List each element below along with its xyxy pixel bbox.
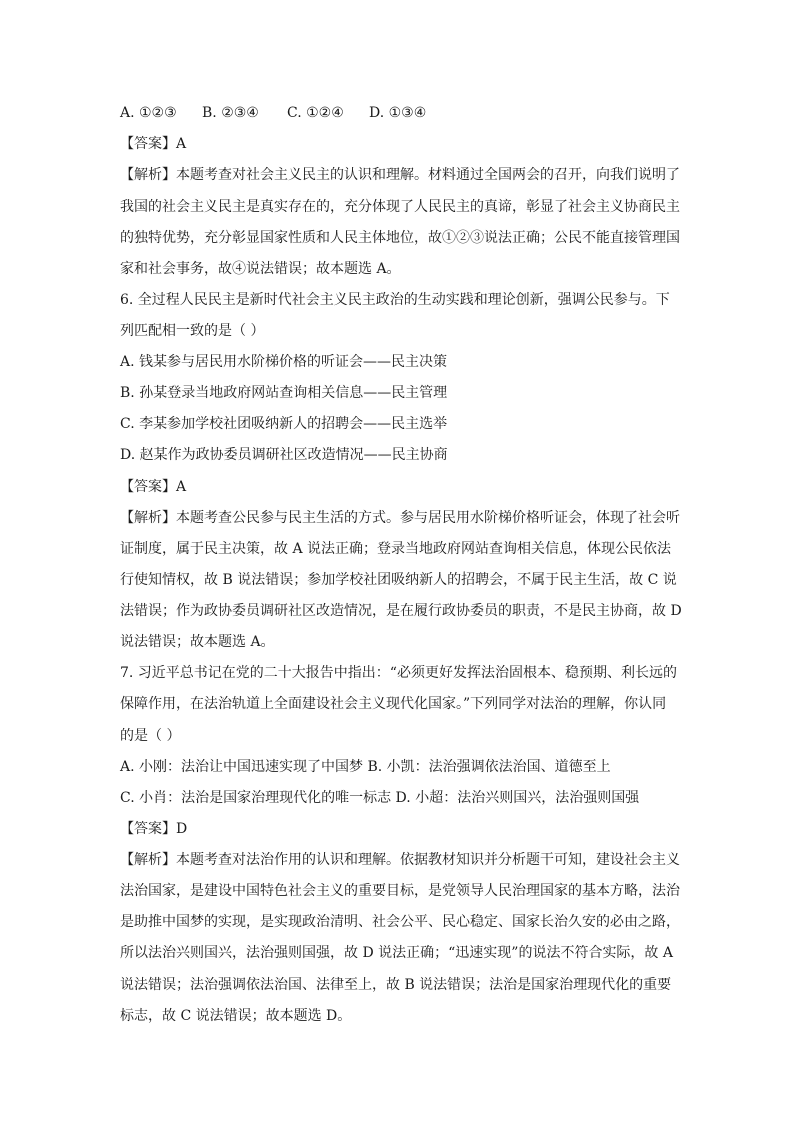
- q6-answer: 【答案】A: [120, 479, 187, 495]
- q5-analysis-line: 的独特优势，充分彰显国家性质和人民主体地位，故①②③说法正确；公民不能直接管理国: [120, 230, 680, 246]
- q6-analysis-line: 法错误；作为政协委员调研社区改造情况，是在履行政协委员的职责，不是民主协商，故 D: [120, 603, 682, 619]
- q7-analysis-line: 所以法治兴则国兴，法治强则国强，故 D 说法正确；“迅速实现”的说法不符合实际，故 A: [120, 945, 673, 961]
- q5-analysis-line: 家和社会事务，故④说法错误；故本题选 A。: [120, 261, 401, 277]
- q5-options: [120, 103, 426, 123]
- q5-option-a: A. ①②③: [120, 105, 177, 121]
- q6-option-a: A. 钱某参与居民用水阶梯价格的听证会——民主决策: [120, 354, 448, 370]
- q6-analysis-line: 说法错误；故本题选 A。: [120, 634, 275, 650]
- q6-stem-line: 6. 全过程人民民主是新时代社会主义民主政治的生动实践和理论创新，强调公民参与。下: [120, 292, 670, 308]
- q7-analysis-line: 说法错误；法治强调依法治国、法律至上，故 B 说法错误；法治是国家治理现代化的重要: [120, 977, 672, 993]
- q6-option-b: B. 孙某登录当地政府网站查询相关信息——民主管理: [120, 385, 448, 401]
- q5-answer: 【答案】A: [120, 136, 187, 152]
- q5-option-c: C. ①②④: [287, 105, 344, 121]
- q6-option-d: D. 赵某作为政协委员调研社区改造情况——民主协商: [120, 447, 448, 463]
- q7-answer: 【答案】D: [120, 821, 188, 837]
- q7-options-ab: A. 小刚：法治让中国迅速实现了中国梦 B. 小凯：法治强调依法治国、道德至上: [120, 759, 611, 775]
- q6-analysis-line: 行使知情权，故 B 说法错误；参加学校社团吸纳新人的招聘会，不属于民主生活，故 C 说: [120, 572, 677, 588]
- q5-option-d: D. ①③④: [369, 105, 427, 121]
- q7-stem-line: 的是（ ）: [120, 728, 181, 744]
- q5-option-b: B. ②③④: [202, 105, 259, 121]
- q7-analysis-line: 法治国家，是建设中国特色社会主义的重要目标，是党领导人民治理国家的基本方略，法治: [120, 883, 680, 899]
- q6-stem-line: 列匹配相一致的是（ ）: [120, 323, 265, 339]
- q5-analysis-line: 【解析】本题考查对社会主义民主的认识和理解。材料通过全国两会的召开，向我们说明了: [120, 167, 680, 183]
- q6-option-c: C. 李某参加学校社团吸纳新人的招聘会——民主选举: [120, 416, 448, 432]
- q7-analysis-line: 是助推中国梦的实现，是实现政治清明、社会公平、民心稳定、国家长治久安的必由之路，: [120, 914, 680, 930]
- q6-analysis-line: 证制度，属于民主决策，故 A 说法正确；登录当地政府网站查询相关信息，体现公民依法: [120, 541, 672, 557]
- q7-analysis-line: 标志，故 C 说法错误；故本题选 D。: [120, 1008, 352, 1024]
- q7-stem-line: 7. 习近平总书记在党的二十大报告中指出：“必须更好发挥法治固根本、稳预期、利长远的: [120, 665, 677, 681]
- q7-analysis-line: 【解析】本题考查对法治作用的认识和理解。依据教材知识并分析题干可知，建设社会主义: [120, 852, 680, 868]
- q6-analysis-line: 【解析】本题考查公民参与民主生活的方式。参与居民用水阶梯价格听证会，体现了社会听: [120, 510, 680, 526]
- q7-stem-line: 保障作用，在法治轨道上全面建设社会主义现代化国家。”下列同学对法治的理解，你认同: [120, 696, 667, 712]
- q7-options-cd: C. 小肖：法治是国家治理现代化的唯一标志 D. 小超：法治兴则国兴，法治强则国强: [120, 790, 640, 806]
- q5-analysis-line: 我国的社会主义民主是真实存在的，充分体现了人民民主的真谛，彰显了社会主义协商民主: [120, 199, 680, 215]
